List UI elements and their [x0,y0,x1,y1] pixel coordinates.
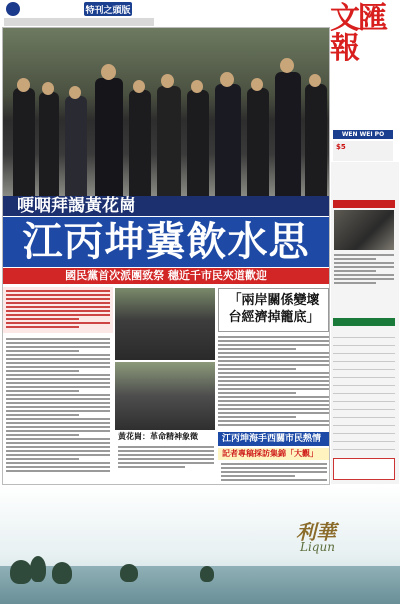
index-row [333,338,395,346]
ad-tree [10,560,32,584]
masthead-english: WEN WEI PO [333,130,393,139]
text-line [334,254,394,256]
main-headline: 江丙坤冀飲水思 [22,218,310,265]
index-row [333,434,395,442]
price: $5 [336,143,346,151]
ad-sky [0,486,400,546]
index-row [333,346,395,354]
subhead: 國民黨首次派團致祭 穗近千市民夾道歡迎 [65,269,267,282]
index-row [333,354,395,362]
right-column-index-header [333,318,395,326]
masthead-title: 文匯報 [330,1,386,66]
ad-tree [30,556,46,582]
right-column-photo [334,210,394,250]
date-line [4,18,154,26]
ad-brand-english: Liqun [300,540,335,554]
text-line [334,266,394,268]
text-line [334,282,376,284]
index-row [333,418,395,426]
right-column-text [334,254,394,286]
index-row [333,394,395,402]
emblem-icon [6,2,20,16]
text-line [334,262,394,264]
pull-quote: 「兩岸關係變壞 台經濟掉籠底」 [228,293,320,325]
calendar-box [333,458,395,480]
index-row [333,386,395,394]
index-row [333,330,395,338]
photo-caption: 黃花崗：革命精神象徵 [118,432,198,441]
related-headline: 江丙坤海手西關市民熱情 [222,434,322,444]
right-column-header [333,200,395,208]
text-line [334,274,394,276]
index-row [333,362,395,370]
text-line [334,258,376,260]
related-headline-2: 記者專稿採訪集錦「大觀」 [222,449,318,458]
index-row [333,410,395,418]
index-row [333,426,395,434]
ad-brand: 利華 [296,520,336,544]
index-row [333,402,395,410]
ad-tree [200,566,214,582]
text-line [334,278,394,280]
section-badge-label: 特刊之頭版 [85,6,131,16]
index-row [333,442,395,450]
index-row [333,378,395,386]
text-line [334,270,376,272]
right-column-index [333,330,395,450]
ad-tree [120,564,138,582]
ad-tree [52,562,72,584]
kicker-headline: 哽咽拜謁黃花崗 [17,196,136,216]
page-frame [2,27,330,485]
index-row [333,370,395,378]
